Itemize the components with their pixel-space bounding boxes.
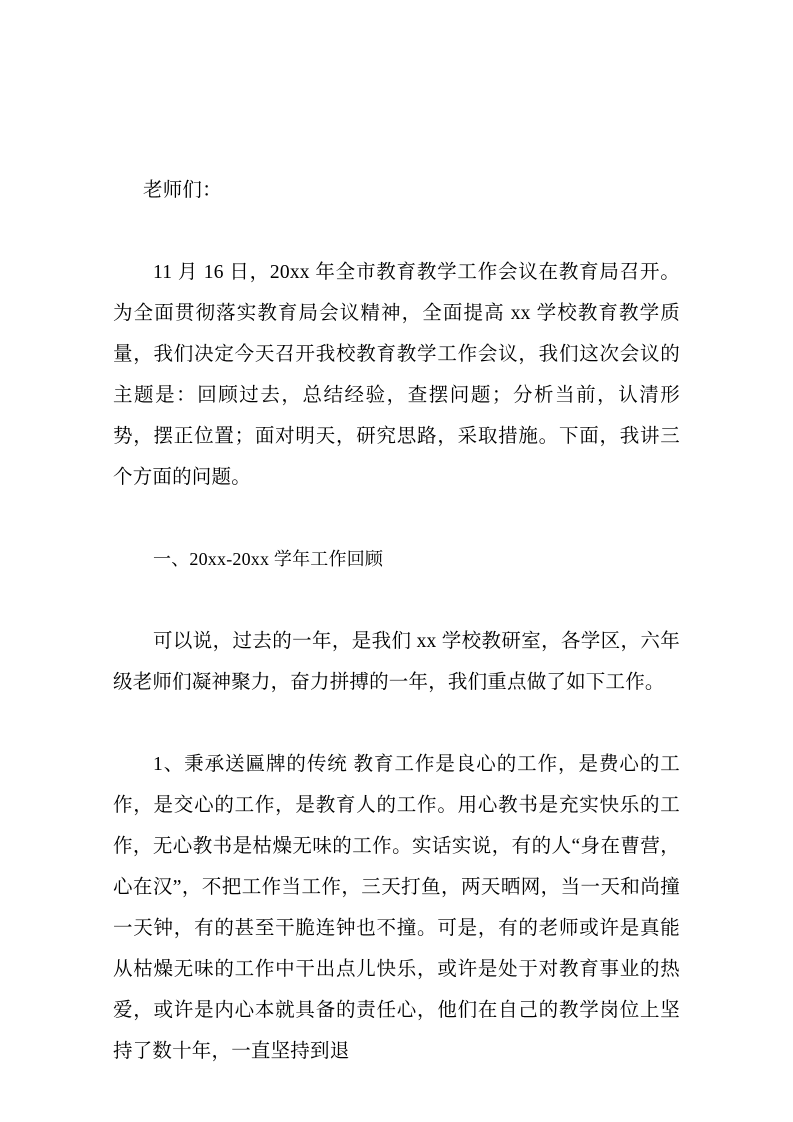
paragraph-intro: 11 月 16 日，20xx 年全市教育教学工作会议在教育局召开。为全面贯彻落实教育局会议精神，全面提高 xx 学校教育教学质量，我们决定今天召开我校教育教学工作会议，我们这次会议的主题是：回顾过去，总结经验，查摆问题；分析当前，认清形势，摆正位置；面对明天，研究思路，采取措施。下面，我讲三个方面的问题。 — [113, 262, 680, 488]
paragraph-section-one-intro: 可以说，过去的一年，是我们 xx 学校教研室，各学区，六年级老师们凝神聚力，奋力拼搏的一年，我们重点做了如下工作。 — [113, 631, 680, 693]
paragraph-item-one: 1、秉承送匾牌的传统 教育工作是良心的工作，是费心的工作，是交心的工作，是教育人的工作。用心教书是充实快乐的工作，无心教书是枯燥无味的工作。实话实说，有的人“身在曹营，心在汉”，不把工作当工作，三天打鱼，两天晒网，当一天和尚撞一天钟，有的甚至干脆连钟也不撞。可是，有的老师或许是真能从枯燥无味的工作中干出点儿快乐，或许是处于对教育事业的热爱，或许是内心本就具备的责任心，他们在自己的教学岗位上坚持了数十年，一直坚持到退 — [113, 754, 680, 1062]
section-heading-one: 一、20xx-20xx 学年工作回顾 — [153, 549, 384, 569]
document-body — [113, 170, 680, 1072]
salutation-line: 老师们： — [143, 180, 222, 201]
